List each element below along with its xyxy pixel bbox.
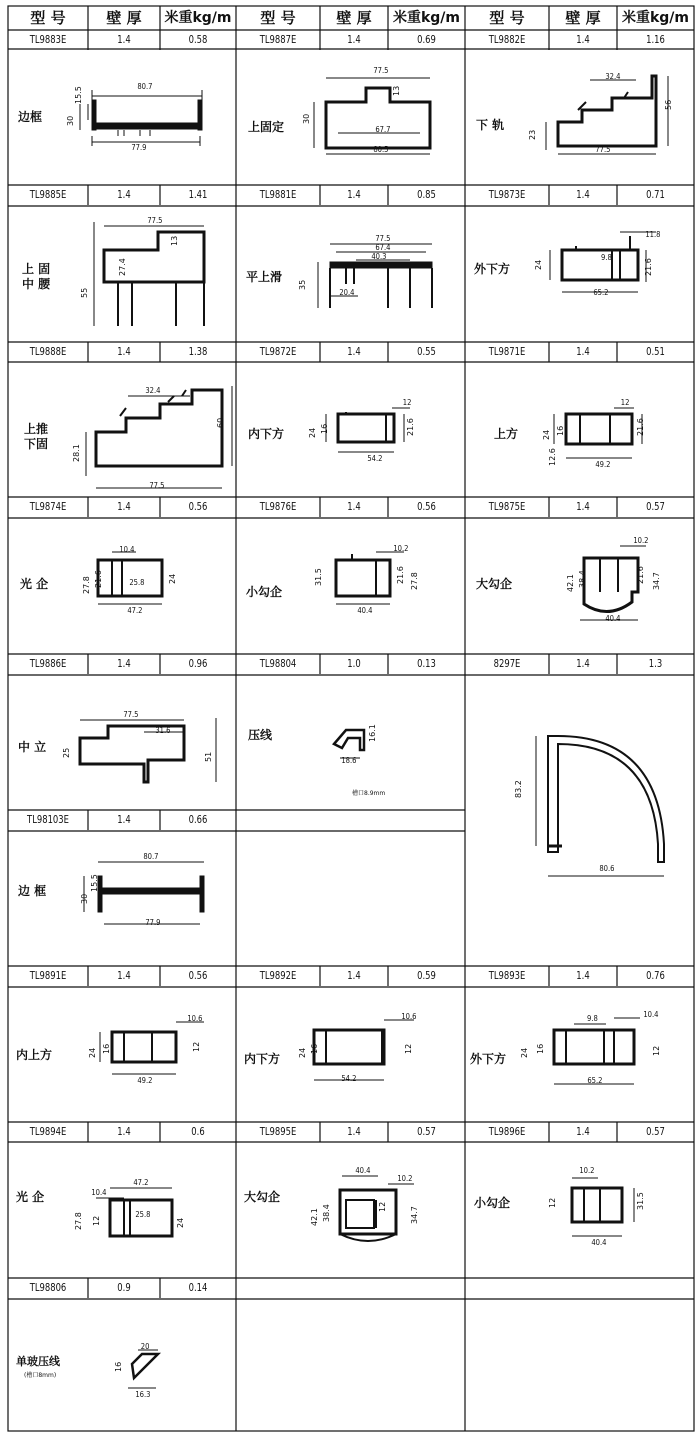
- dimension-label: 56: [664, 99, 673, 110]
- dimension-label: 12: [402, 398, 412, 407]
- profile-label: 单玻压线: [16, 1355, 60, 1368]
- model-cell: TL98103E: [27, 813, 69, 826]
- dimension-label: 20.4: [339, 288, 355, 297]
- dimension-label: 31.5: [636, 1192, 645, 1210]
- model-cell: TL9894E: [29, 1125, 67, 1138]
- model-cell: TL98804: [259, 657, 297, 670]
- profile-drawing: [100, 1022, 204, 1074]
- weight-cell: 0.6: [191, 1125, 205, 1138]
- dimension-label: 34.7: [652, 572, 661, 590]
- dimension-label: 49.2: [137, 1076, 153, 1085]
- profile-label: 下 轨: [476, 118, 505, 132]
- model-cell: TL9876E: [259, 500, 297, 513]
- thickness-cell: 0.9: [117, 1281, 131, 1294]
- weight-cell: 0.76: [646, 969, 665, 982]
- profile-drawing: [340, 1176, 414, 1241]
- dimension-label: 27.8: [410, 572, 419, 590]
- dimension-label: 15.5: [90, 874, 99, 892]
- profile-drawing: [94, 222, 204, 326]
- dimension-label: 30: [302, 113, 311, 124]
- profile-drawing: [80, 90, 202, 146]
- dimension-label: 11.8: [645, 230, 661, 239]
- header-thickness-3: 壁 厚: [565, 9, 601, 27]
- dimension-label: 21.6: [644, 258, 653, 276]
- dimension-label: 12: [620, 398, 630, 407]
- dimension-label: 65.2: [593, 288, 609, 297]
- model-cell: 8297E: [493, 657, 521, 670]
- profile-label: 上方: [494, 427, 519, 441]
- dimension-label: 38.4: [578, 570, 587, 588]
- dimension-label: 77.9: [145, 918, 161, 927]
- weight-cell: 0.57: [646, 500, 665, 513]
- dimension-label: 12: [548, 1197, 557, 1208]
- profile-label: 光 企: [20, 577, 49, 591]
- profile-label: 外下方: [474, 262, 511, 276]
- dimension-label: 49.2: [595, 460, 611, 469]
- dimension-label: 25.8: [129, 578, 145, 587]
- model-cell: TL9891E: [29, 969, 67, 982]
- dimension-label: 77.5: [147, 216, 163, 225]
- weight-cell: 0.59: [417, 969, 436, 982]
- dimension-label: 21.6: [94, 570, 103, 588]
- model-cell: TL9888E: [29, 345, 67, 358]
- dimension-label: 16: [536, 1043, 545, 1054]
- weight-cell: 0.57: [417, 1125, 436, 1138]
- weight-cell: 0.96: [188, 657, 208, 670]
- dimension-label: 24: [542, 429, 551, 440]
- header-model-2: 型 号: [260, 9, 296, 27]
- thickness-cell: 1.4: [117, 1125, 131, 1138]
- dimension-label: 77.5: [123, 710, 139, 719]
- thickness-cell: 1.4: [576, 345, 590, 358]
- weight-cell: 0.13: [417, 657, 436, 670]
- thickness-cell: 1.4: [347, 969, 361, 982]
- dimension-label: 15.5: [74, 86, 83, 104]
- thickness-cell: 1.4: [576, 1125, 590, 1138]
- weight-cell: 0.51: [646, 345, 665, 358]
- dimension-label: 24: [88, 1047, 97, 1058]
- model-cell: TL9872E: [259, 345, 297, 358]
- thickness-cell: 1.4: [117, 969, 131, 982]
- dimension-label: 12: [404, 1043, 413, 1054]
- thickness-cell: 1.4: [347, 188, 361, 201]
- model-cell: TL9874E: [29, 500, 67, 513]
- profile-label: 上推 下固: [24, 422, 49, 451]
- model-cell: TL9871E: [488, 345, 526, 358]
- thickness-cell: 1.4: [576, 657, 590, 670]
- dimension-label: 35: [298, 279, 307, 290]
- profile-drawing: [334, 730, 364, 758]
- dimension-label: 12: [378, 1201, 387, 1212]
- dimension-label: 21.6: [636, 566, 645, 584]
- dimension-label: 80.7: [143, 852, 159, 861]
- dimension-label: 40.4: [605, 614, 621, 623]
- dimension-label: 42.1: [566, 574, 575, 592]
- dimension-label: 16: [310, 1043, 319, 1054]
- model-cell: TL9892E: [259, 969, 297, 982]
- dimension-label: 77.5: [595, 145, 611, 154]
- thickness-cell: 1.4: [117, 657, 131, 670]
- dimension-label: 16: [556, 425, 565, 436]
- dimension-label: 32.4: [605, 72, 621, 81]
- weight-cell: 1.38: [188, 345, 208, 358]
- header-weight-2: 米重kg/m: [392, 10, 461, 26]
- weight-cell: 0.69: [417, 33, 436, 46]
- dimension-label: 10.2: [397, 1174, 413, 1183]
- dimension-label: 16: [320, 423, 329, 434]
- profile-label: 边框: [18, 110, 43, 124]
- thickness-cell: 1.4: [576, 500, 590, 513]
- dimension-label: 27.4: [118, 258, 127, 276]
- dimension-label: 16.3: [135, 1390, 151, 1399]
- weight-cell: 0.56: [188, 969, 208, 982]
- dimension-label: 65.2: [587, 1076, 603, 1085]
- header-model-3: 型 号: [489, 9, 525, 27]
- dimension-label: 16.1: [368, 724, 377, 742]
- dimension-label: 28.1: [72, 444, 81, 462]
- profile-label: 上 固 中 腰: [22, 262, 51, 291]
- dimension-label: 77.9: [131, 143, 147, 152]
- profile-label: 小勾企: [246, 585, 283, 599]
- dimension-label: 25.8: [135, 1210, 151, 1219]
- dimension-label: 9.8: [600, 253, 612, 262]
- dimension-label: 40.4: [355, 1166, 371, 1175]
- dimension-label: 21.6: [396, 566, 405, 584]
- dimension-label: 30: [80, 893, 89, 904]
- thickness-cell: 1.4: [347, 500, 361, 513]
- dimension-label: 12: [92, 1215, 101, 1226]
- dimension-label: 16: [114, 1361, 123, 1372]
- dimension-label: 21.6: [406, 418, 415, 436]
- profile-drawing: [86, 386, 232, 488]
- dimension-label: 32.4: [145, 386, 161, 395]
- dimension-label: 60: [216, 417, 225, 428]
- profile-drawing: [128, 1350, 158, 1388]
- weight-cell: 1.3: [648, 657, 663, 670]
- dimension-label: 40.4: [357, 606, 373, 615]
- profile-label: 内下方: [248, 427, 285, 441]
- profile-drawing: [546, 76, 668, 154]
- dimension-label: 47.2: [127, 606, 143, 615]
- model-cell: TL9896E: [488, 1125, 526, 1138]
- model-cell: TL9886E: [29, 657, 67, 670]
- dimension-label: 10.2: [579, 1166, 595, 1175]
- weight-cell: 0.85: [417, 188, 436, 201]
- profile-drawing: [80, 718, 216, 782]
- dimension-label: 12: [192, 1041, 201, 1052]
- dimension-label: 24: [534, 259, 543, 270]
- model-cell: TL9887E: [259, 33, 297, 46]
- weight-cell: 1.41: [188, 188, 208, 201]
- profile-drawing: [314, 78, 430, 154]
- profile-label: 小勾企: [474, 1196, 511, 1210]
- dimension-label: 24: [298, 1047, 307, 1058]
- dimension-label: 80.7: [137, 82, 153, 91]
- profile-drawing: [536, 736, 664, 876]
- thickness-cell: 1.4: [347, 1125, 361, 1138]
- dimension-label: 18.6: [341, 756, 357, 765]
- weight-cell: 0.56: [188, 500, 208, 513]
- dimension-label: 12: [652, 1045, 661, 1056]
- profile-note: (槽口8mm): [24, 1372, 57, 1379]
- profile-label: 边 框: [18, 884, 47, 898]
- dimension-label: 40.4: [591, 1238, 607, 1247]
- profile-drawing: [96, 1188, 172, 1236]
- thickness-cell: 1.4: [347, 33, 361, 46]
- header-weight-1: 米重kg/m: [164, 10, 232, 26]
- dimension-label: 83.2: [514, 780, 523, 798]
- model-cell: TL9875E: [488, 500, 526, 513]
- dimension-label: 12.6: [548, 448, 557, 466]
- model-cell: TL9882E: [488, 33, 526, 46]
- header-thickness-1: 壁 厚: [106, 9, 142, 27]
- dimension-label: 10.2: [633, 536, 649, 545]
- model-cell: TL98806: [29, 1281, 67, 1294]
- dimension-label: 10.6: [401, 1012, 417, 1021]
- weight-cell: 0.57: [646, 1125, 665, 1138]
- dimension-label: 67.4: [375, 243, 391, 252]
- dimension-label: 51: [204, 751, 213, 762]
- weight-cell: 0.55: [417, 345, 436, 358]
- dimension-label: 10.6: [187, 1014, 203, 1023]
- weight-cell: 0.71: [646, 188, 665, 201]
- profile-label: 大勾企: [244, 1190, 281, 1204]
- profile-drawing: [550, 232, 656, 292]
- weight-cell: 0.58: [188, 33, 208, 46]
- model-cell: TL9893E: [488, 969, 526, 982]
- model-cell: TL9883E: [29, 33, 67, 46]
- dimension-label: 10.4: [119, 545, 135, 554]
- weight-cell: 0.56: [417, 500, 436, 513]
- dimension-label: 13: [392, 85, 401, 96]
- weight-cell: 1.16: [646, 33, 665, 46]
- profile-note: 槽口8.9mm: [352, 790, 386, 797]
- profile-drawing: [554, 1018, 640, 1084]
- dimension-label: 27.8: [74, 1212, 83, 1230]
- dimension-label: 24: [168, 573, 177, 584]
- profile-label: 内下方: [244, 1052, 281, 1066]
- dimension-label: 20: [140, 1342, 150, 1351]
- thickness-cell: 1.4: [576, 188, 590, 201]
- thickness-cell: 1.4: [117, 500, 131, 513]
- dimension-label: 80.5: [373, 145, 389, 154]
- profile-drawing: [572, 1178, 634, 1236]
- header-thickness-2: 壁 厚: [336, 9, 372, 27]
- header-model-1: 型 号: [30, 9, 66, 27]
- profile-drawing: [336, 552, 404, 604]
- profile-label: 大勾企: [476, 577, 513, 591]
- dimension-label: 67.7: [375, 125, 391, 134]
- dimension-label: 55: [80, 287, 89, 298]
- dimension-label: 21.6: [636, 418, 645, 436]
- profile-label: 内上方: [16, 1048, 53, 1062]
- profile-label: 压线: [248, 728, 273, 742]
- dimension-label: 10.4: [643, 1010, 659, 1019]
- thickness-cell: 1.4: [347, 345, 361, 358]
- profile-label: 外下方: [470, 1052, 507, 1066]
- model-cell: TL9885E: [29, 188, 67, 201]
- dimension-label: 9.8: [586, 1014, 598, 1023]
- profile-drawing: [84, 862, 204, 924]
- profile-drawing: [554, 408, 642, 458]
- dimension-label: 10.2: [393, 544, 409, 553]
- profile-label: 平上滑: [246, 270, 283, 284]
- model-cell: TL9881E: [259, 188, 297, 201]
- profile-label: 上固定: [248, 120, 285, 134]
- dimension-label: 25: [62, 747, 71, 758]
- dimension-label: 23: [528, 129, 537, 140]
- dimension-label: 38.4: [322, 1204, 331, 1222]
- thickness-cell: 1.0: [347, 657, 361, 670]
- dimension-label: 30: [66, 115, 75, 126]
- dimension-label: 27.8: [82, 576, 91, 594]
- dimension-label: 31.6: [155, 726, 171, 735]
- dimension-label: 13: [170, 235, 179, 246]
- dimension-label: 77.5: [375, 234, 391, 243]
- dimension-label: 24: [176, 1217, 185, 1228]
- dimension-label: 34.7: [410, 1206, 419, 1224]
- model-cell: TL9873E: [488, 188, 526, 201]
- dimension-label: 31.5: [314, 568, 323, 586]
- weight-cell: 0.66: [188, 813, 208, 826]
- model-cell: TL9895E: [259, 1125, 297, 1138]
- dimension-label: 54.2: [341, 1074, 357, 1083]
- dimension-label: 24: [520, 1047, 529, 1058]
- dimension-label: 10.4: [91, 1188, 107, 1197]
- thickness-cell: 1.4: [576, 33, 590, 46]
- dimension-label: 77.5: [373, 66, 389, 75]
- dimension-label: 77.5: [149, 481, 165, 490]
- thickness-cell: 1.4: [117, 188, 131, 201]
- dimension-label: 80.6: [599, 864, 615, 873]
- weight-cell: 0.14: [188, 1281, 208, 1294]
- thickness-cell: 1.4: [576, 969, 590, 982]
- profile-drawing: [326, 408, 410, 452]
- profile-drawing: [314, 1020, 414, 1080]
- dimension-label: 16: [102, 1043, 111, 1054]
- thickness-cell: 1.4: [117, 345, 131, 358]
- dimension-label: 54.2: [367, 454, 383, 463]
- thickness-cell: 1.4: [117, 813, 131, 826]
- header-weight-3: 米重kg/m: [621, 10, 690, 26]
- dimension-label: 24: [308, 427, 317, 438]
- profile-label: 中 立: [18, 740, 47, 754]
- profile-label: 光 企: [16, 1190, 45, 1204]
- dimension-label: 40.3: [371, 252, 387, 261]
- thickness-cell: 1.4: [117, 33, 131, 46]
- dimension-label: 42.1: [310, 1208, 319, 1226]
- dimension-label: 47.2: [133, 1178, 149, 1187]
